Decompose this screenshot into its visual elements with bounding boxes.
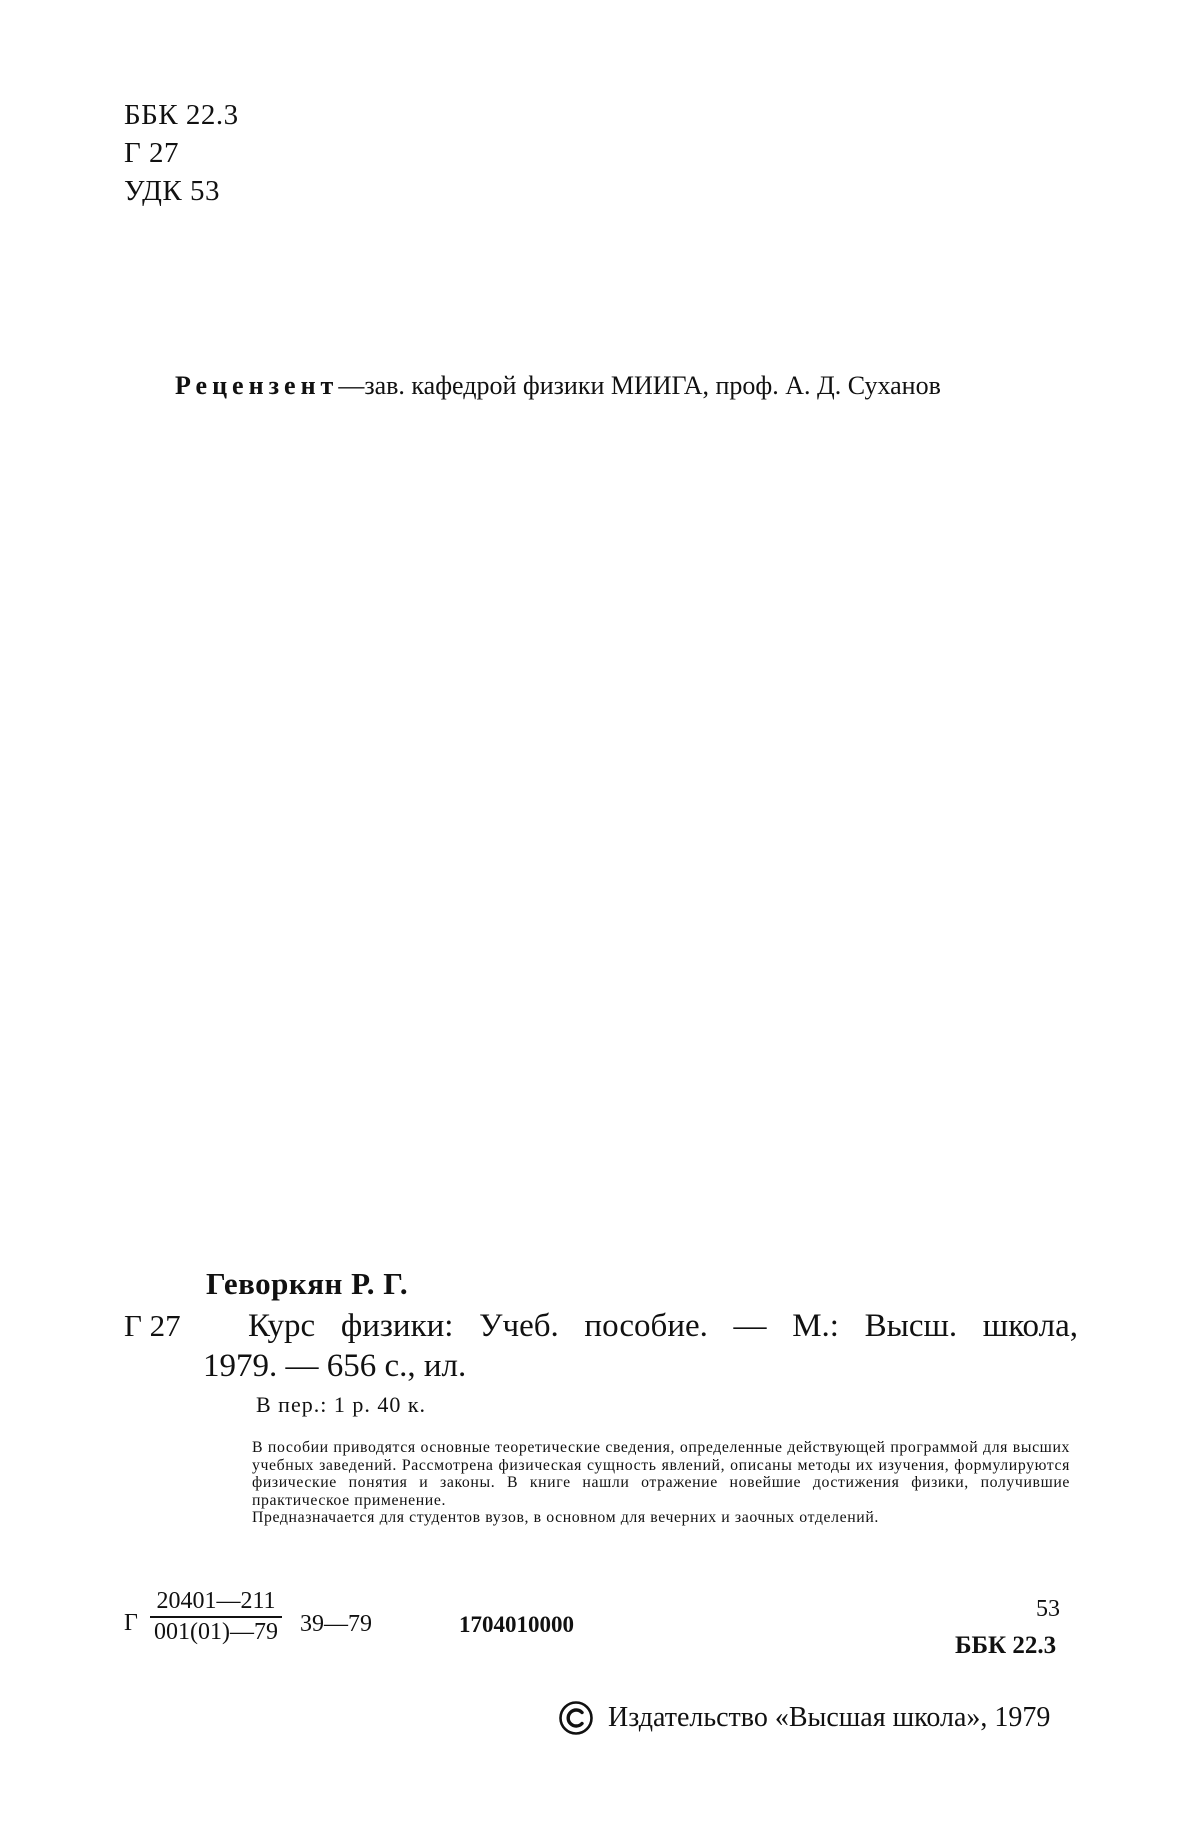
copyright-line xyxy=(558,1700,1050,1736)
imprint-letter: Г xyxy=(124,1610,138,1636)
card-code: Г 27 xyxy=(124,1308,181,1343)
reviewer-line xyxy=(175,371,941,401)
imprint-bbk: ББК 22.3 xyxy=(955,1632,1057,1659)
copyright-icon xyxy=(558,1700,594,1736)
card-author: Геворкян Р. Г. xyxy=(206,1266,409,1301)
annotation-paragraph-1: В пособии приводятся основные теоретические сведения, определенные действующей программой для высших учебных заведений. Рассмотрена физическая сущность явлений, описаны методы их изучения, формулируются физические понятия и законы. В книге нашли отражение новейшие достижения физики, получившие практическое применение. xyxy=(252,1439,1070,1509)
imprint-fraction xyxy=(150,1588,282,1646)
classification-block xyxy=(124,96,239,210)
annotation-paragraph-2: Предназначается для студентов вузов, в основном для вечерних и заочных отделений. xyxy=(252,1509,879,1527)
bbk-code: ББК 22.3 xyxy=(124,99,239,131)
udk-code: УДК 53 xyxy=(124,175,220,207)
reviewer-text: —зав. кафедрой физики МИИГА, проф. А. Д. Суханов xyxy=(338,371,941,400)
copyright-text: Издательство «Высшая школа», 1979 xyxy=(608,1702,1051,1733)
card-price: В пер.: 1 р. 40 к. xyxy=(256,1392,427,1417)
card-annotation xyxy=(252,1439,1070,1527)
author-sign: Г 27 xyxy=(124,137,180,169)
reviewer-label: Рецензент xyxy=(175,371,339,400)
imprint-code: 1704010000 xyxy=(459,1612,574,1637)
imprint-numerator: 20401—211 xyxy=(150,1588,282,1618)
card-title-line-2: 1979. — 656 с., ил. xyxy=(203,1348,467,1384)
imprint-udk-number: 53 xyxy=(1036,1596,1060,1622)
imprint-denominator: 001(01)—79 xyxy=(154,1619,278,1645)
imprint-suffix: 39—79 xyxy=(300,1611,372,1637)
card-title-line-1: Курс физики: Учеб. пособие. — М.: Высш. школа, xyxy=(248,1308,1078,1344)
